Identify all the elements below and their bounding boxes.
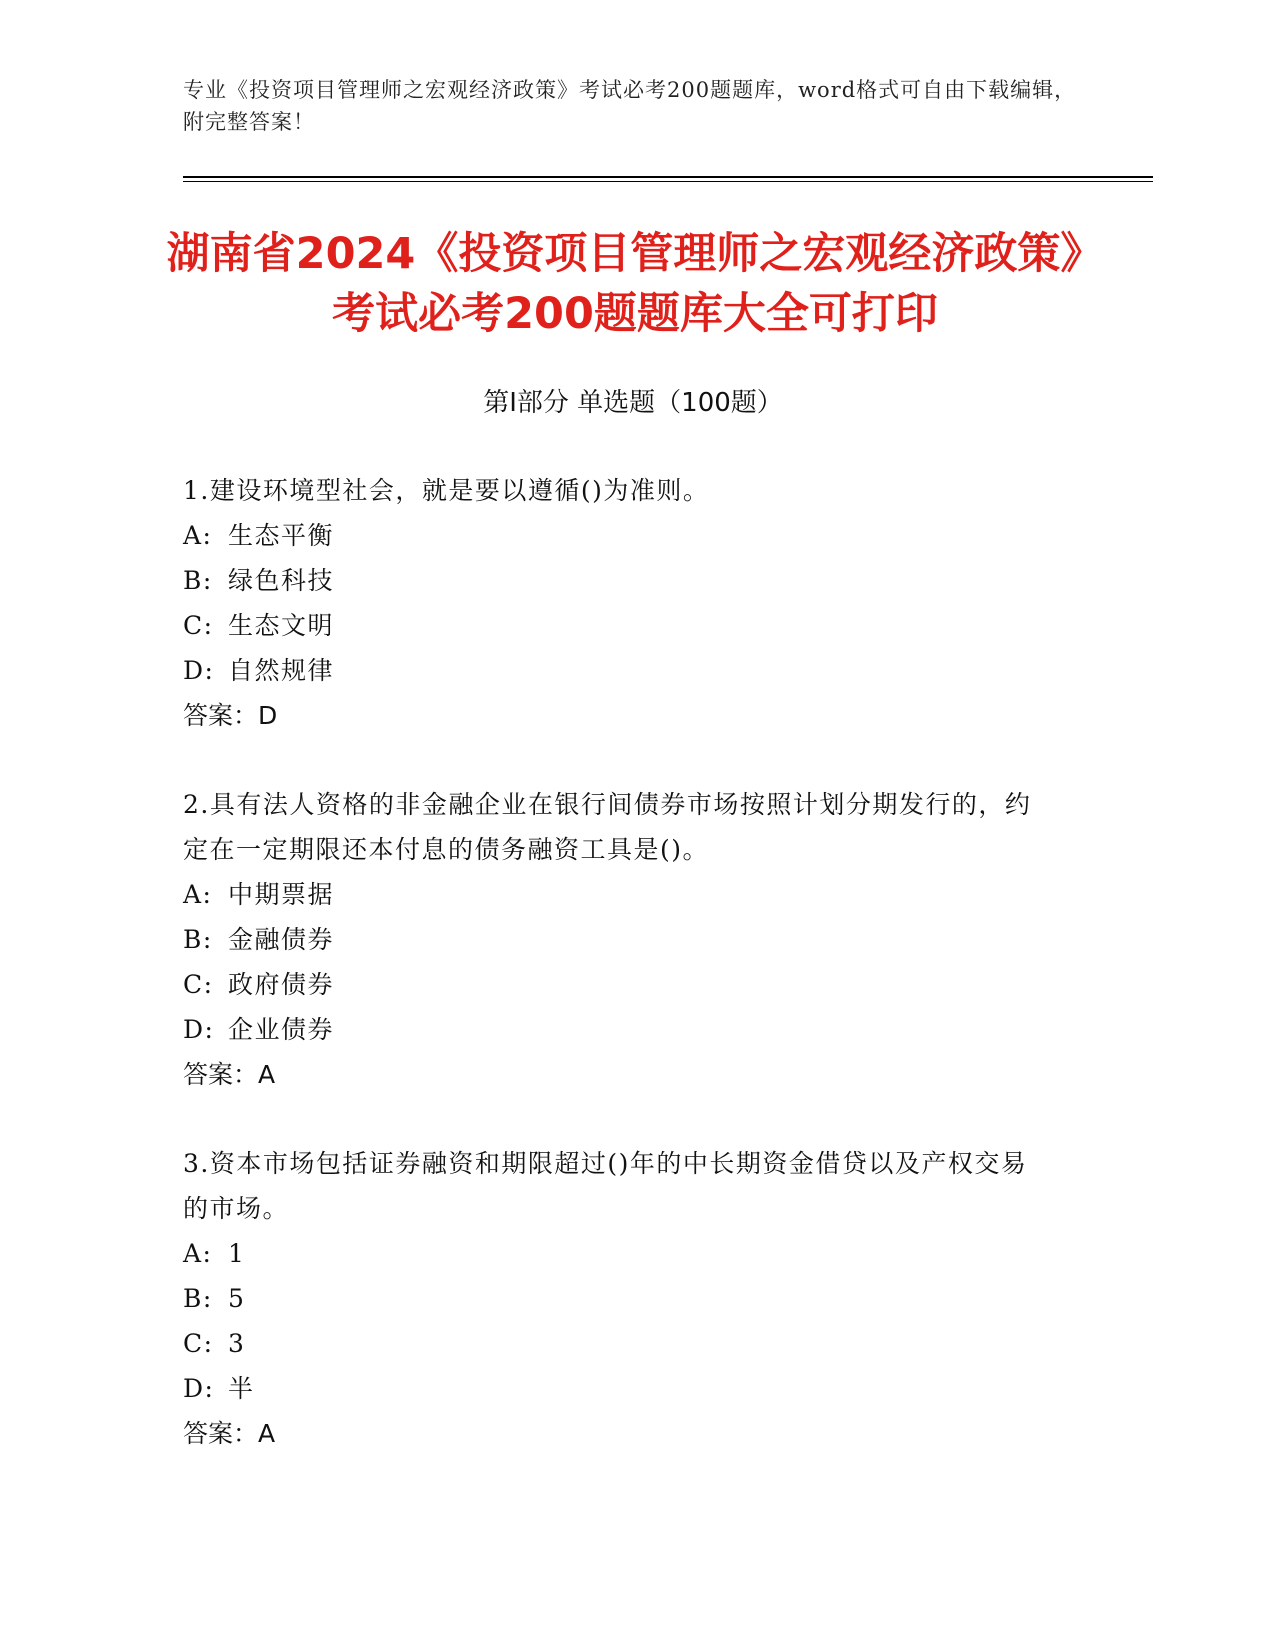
option-c <box>183 1321 1043 1366</box>
option-text: 政府债券 <box>228 970 335 999</box>
option-c <box>183 962 1043 1007</box>
question-stem: 3.资本市场包括证券融资和期限超过()年的中长期资金借贷以及产权交易的市场。 <box>183 1149 1028 1223</box>
section-title: 第Ⅰ部分 单选题（100题） <box>483 388 783 418</box>
option-text: 金融债券 <box>228 925 335 954</box>
option-c <box>183 603 1043 648</box>
header-note: 专业《投资项目管理师之宏观经济政策》考试必考200题题库，word格式可自由下载编辑，附完整答案！ <box>183 78 1077 134</box>
option-text: 生态平衡 <box>228 521 335 550</box>
option-b <box>183 558 1043 603</box>
option-text: 1 <box>228 1239 246 1268</box>
answer: 答案：D <box>183 701 278 730</box>
option-d <box>183 1007 1043 1052</box>
option-key: B: <box>183 566 213 595</box>
option-text: 自然规律 <box>228 656 335 685</box>
option-text: 企业债券 <box>228 1015 335 1044</box>
option-text: 半 <box>228 1374 255 1403</box>
option-key: C: <box>183 1329 214 1358</box>
option-key: A: <box>183 521 213 550</box>
option-text: 5 <box>228 1284 246 1313</box>
question-stem: 1.建设环境型社会，就是要以遵循()为准则。 <box>183 476 710 505</box>
header-divider-thick <box>183 176 1153 178</box>
question-2 <box>183 782 1043 1097</box>
question-stem: 2.具有法人资格的非金融企业在银行间债券市场按照计划分期发行的，约定在一定期限还本付息的债务融资工具是()。 <box>183 790 1032 864</box>
option-text: 生态文明 <box>228 611 335 640</box>
answer: 答案：A <box>183 1419 276 1448</box>
option-key: D: <box>183 1374 215 1403</box>
option-text: 中期票据 <box>228 880 335 909</box>
option-b <box>183 1276 1043 1321</box>
question-3 <box>183 1141 1043 1456</box>
document-title: 湖南省2024《投资项目管理师之宏观经济政策》考试必考200题题库大全可打印 <box>166 229 1104 339</box>
option-key: C: <box>183 611 214 640</box>
option-b <box>183 917 1043 962</box>
option-a <box>183 513 1043 558</box>
option-a <box>183 872 1043 917</box>
option-key: D: <box>183 656 215 685</box>
option-key: B: <box>183 925 213 954</box>
option-text: 3 <box>228 1329 246 1358</box>
answer: 答案：A <box>183 1060 276 1089</box>
option-key: C: <box>183 970 214 999</box>
option-text: 绿色科技 <box>228 566 335 595</box>
question-list <box>183 468 1043 1500</box>
option-a <box>183 1231 1043 1276</box>
header-divider-thin <box>183 181 1153 182</box>
question-1 <box>183 468 1043 738</box>
option-key: A: <box>183 880 213 909</box>
option-key: D: <box>183 1015 215 1044</box>
option-key: A: <box>183 1239 213 1268</box>
option-key: B: <box>183 1284 213 1313</box>
option-d <box>183 1366 1043 1411</box>
option-d <box>183 648 1043 693</box>
